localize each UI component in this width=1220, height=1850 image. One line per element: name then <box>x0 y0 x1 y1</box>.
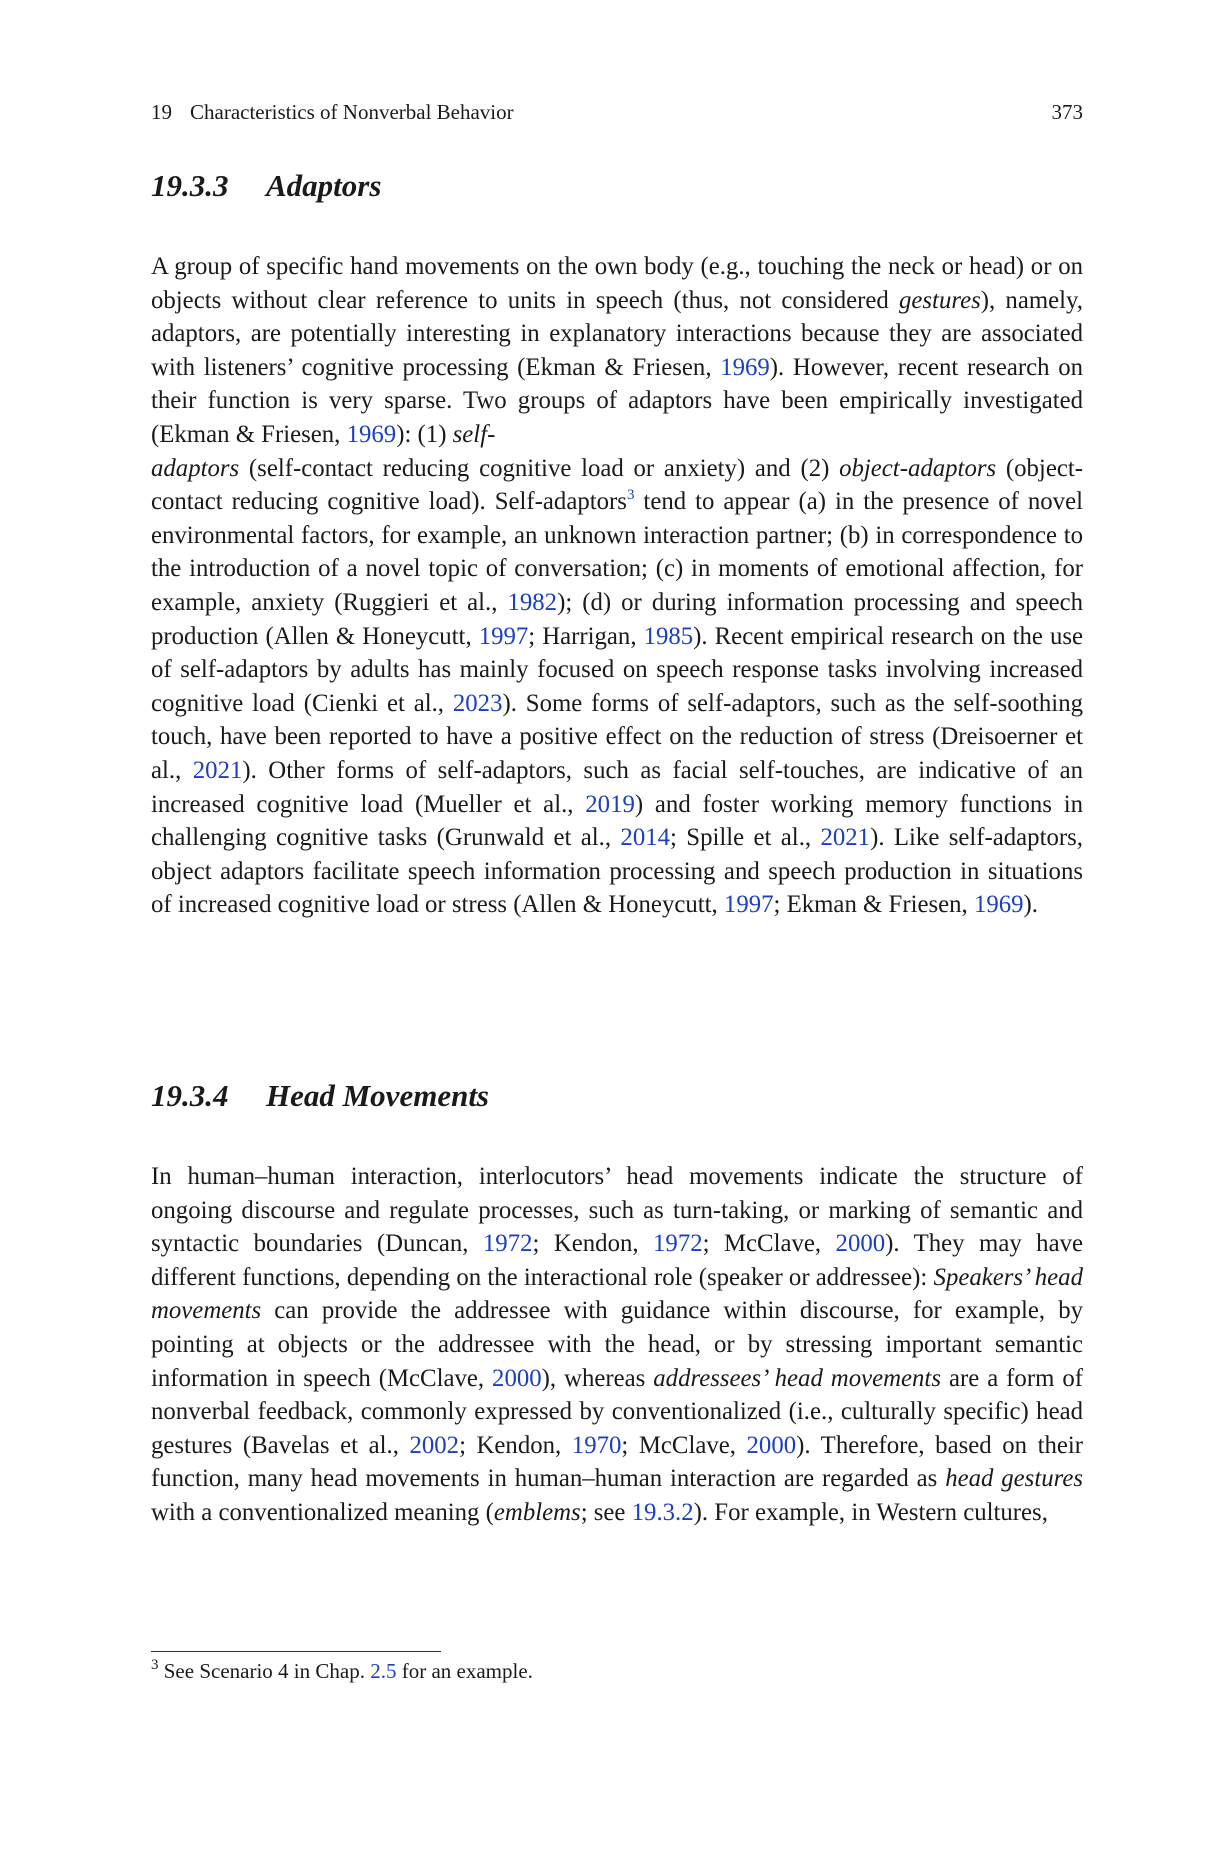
text-run: In human–human interaction, interlocutors’ head movements indicate the structure of ongoing discourse and regulate processes, such as turn-taking, or marking of semantic and syntactic boundaries (Duncan, <box>151 1163 1083 1258</box>
emphasis: head gestures <box>945 1465 1083 1493</box>
citation-link[interactable]: 1970 <box>571 1431 622 1459</box>
emphasis: emblems <box>493 1498 581 1526</box>
text-run: ), whereas <box>541 1364 654 1392</box>
text-run: ). <box>1023 891 1038 919</box>
emphasis: gestures <box>899 286 981 314</box>
emphasis: addressees’ head movements <box>653 1364 941 1392</box>
text-run: tend to appear (a) in the presence of novel environmental factors, for example, an unknown interaction partner; (b) in correspondence to the introduction of a novel topic of conversation; (c) in moments of emotional affection, for example, anxiety (Ruggieri et al., <box>151 488 1083 616</box>
text-run: ). They may have different functions, depending on the interactional role (speaker or addressee): <box>151 1230 1083 1291</box>
text-run: are a form of nonverbal feedback, commonly expressed by conventionalized (i.e., culturally specific) head gestures (Bavelas et al., <box>151 1364 1083 1459</box>
footnote <box>151 1657 533 1685</box>
citation-link[interactable]: 1997 <box>723 891 774 919</box>
citation-link[interactable]: 2000 <box>746 1431 797 1459</box>
text-run: for an example. <box>396 1659 533 1683</box>
paragraph-adaptors <box>151 250 1083 922</box>
citation-link[interactable]: 1972 <box>653 1230 703 1258</box>
emphasis: adaptors <box>151 454 240 482</box>
citation-link[interactable]: 1997 <box>478 622 529 650</box>
citation-link[interactable]: 1982 <box>507 588 558 616</box>
text-run: A group of specific hand movements on the own body (e.g., touching the neck or head) or on objects without clear reference to units in speech (thus, not considered <box>151 253 1083 314</box>
citation-link[interactable]: 2021 <box>192 756 243 784</box>
section-number: 19.3.4 <box>151 1078 229 1113</box>
running-head-chapter <box>151 98 514 126</box>
running-head <box>151 98 1083 126</box>
text-run: ; McClave, <box>621 1431 747 1459</box>
text-run: ), namely, adaptors, are potentially interesting in explanatory interactions because they are associated with listeners’ cognitive processing (Ekman & Friesen, <box>151 286 1083 381</box>
section-link[interactable]: 19.3.2 <box>631 1498 694 1526</box>
text-run: ; Ekman & Friesen, <box>773 891 974 919</box>
text-run: ); (d) or during information processing and speech production (Allen & Honeycutt, <box>151 588 1083 650</box>
page-number: 373 <box>1051 100 1083 124</box>
footnote-number: 3 <box>151 1657 159 1673</box>
text-run: ). Some forms of self-adaptors, such as the self-soothing touch, have been reported to have a positive effect on the reduction of stress (Dreisoerner et al., <box>151 689 1083 784</box>
text-run: ; Spille et al., <box>670 824 821 852</box>
chapter-link[interactable]: 2.5 <box>370 1659 397 1683</box>
footnote-marker[interactable]: 3 <box>626 486 635 503</box>
citation-link[interactable]: 2019 <box>585 790 635 818</box>
text-run: with a conventionalized meaning ( <box>151 1498 494 1526</box>
emphasis: object-adaptors <box>839 454 997 482</box>
text-run: ): (1) <box>396 420 453 448</box>
text-run: ; Kendon, <box>459 1431 572 1459</box>
citation-link[interactable]: 2000 <box>492 1364 542 1392</box>
text-run: ) and foster working memory functions in challenging cognitive tasks (Grunwald et al., <box>151 790 1083 852</box>
text-run: ). Other forms of self-adaptors, such as facial self-touches, are indicative of an increased cognitive load (Mueller et al., <box>151 756 1083 818</box>
text-run: (self-contact reducing cognitive load or anxiety) and (2) <box>239 454 840 482</box>
citation-link[interactable]: 1972 <box>482 1230 533 1258</box>
section-heading-adaptors <box>151 168 381 204</box>
paragraph-head-movements <box>151 1160 1083 1530</box>
section-number: 19.3.3 <box>151 168 229 203</box>
citation-link[interactable]: 2021 <box>820 824 871 852</box>
citation-link[interactable]: 1969 <box>346 420 397 448</box>
text-run: ). Therefore, based on their function, many head movements in human–human interaction are regarded as <box>151 1431 1084 1493</box>
section-title: Adaptors <box>266 168 382 203</box>
text-run: ). However, recent research on their function is very sparse. Two groups of adaptors have been empirically investigated (Ekman & Friesen, <box>151 353 1084 448</box>
text-run: ; see <box>580 1498 632 1526</box>
section-title: Head Movements <box>266 1078 489 1113</box>
footnote-divider <box>151 1651 441 1652</box>
text-run: ; Harrigan, <box>528 622 644 650</box>
citation-link[interactable]: 2002 <box>409 1431 460 1459</box>
emphasis: Speakers’ head movements <box>151 1263 1083 1325</box>
text-run: ). Recent empirical research on the use of self-adaptors by adults has mainly focused on speech response tasks involving increased cognitive load (Cienki et al., <box>151 622 1084 717</box>
section-heading-head-movements <box>151 1078 489 1114</box>
citation-link[interactable]: 2000 <box>835 1230 886 1258</box>
text-run: ; Kendon, <box>532 1230 654 1258</box>
text-run: ; McClave, <box>702 1230 836 1258</box>
chapter-title: Characteristics of Nonverbal Behavior <box>190 100 514 124</box>
citation-link[interactable]: 1969 <box>720 353 770 381</box>
chapter-number: 19 <box>151 100 172 124</box>
text-run: (object-contact reducing cognitive load). Self-adaptors <box>151 454 1083 516</box>
text-run: ). For example, in Western cultures, <box>693 1498 1048 1526</box>
citation-link[interactable]: 2014 <box>620 824 671 852</box>
text-run: See Scenario 4 in Chap. <box>158 1659 371 1683</box>
text-run: ). Like self-adaptors, object adaptors facilitate speech information processing and speech production in situations of increased cognitive load or stress (Allen & Honeycutt, <box>151 824 1083 919</box>
citation-link[interactable]: 2023 <box>452 689 503 717</box>
emphasis: self- <box>452 420 496 448</box>
text-run: can provide the addressee with guidance within discourse, for example, by pointing at objects or the addressee with the head, or by stressing important semantic information in speech (McClave, <box>151 1297 1083 1392</box>
citation-link[interactable]: 1985 <box>643 622 694 650</box>
citation-link[interactable]: 1969 <box>973 891 1024 919</box>
